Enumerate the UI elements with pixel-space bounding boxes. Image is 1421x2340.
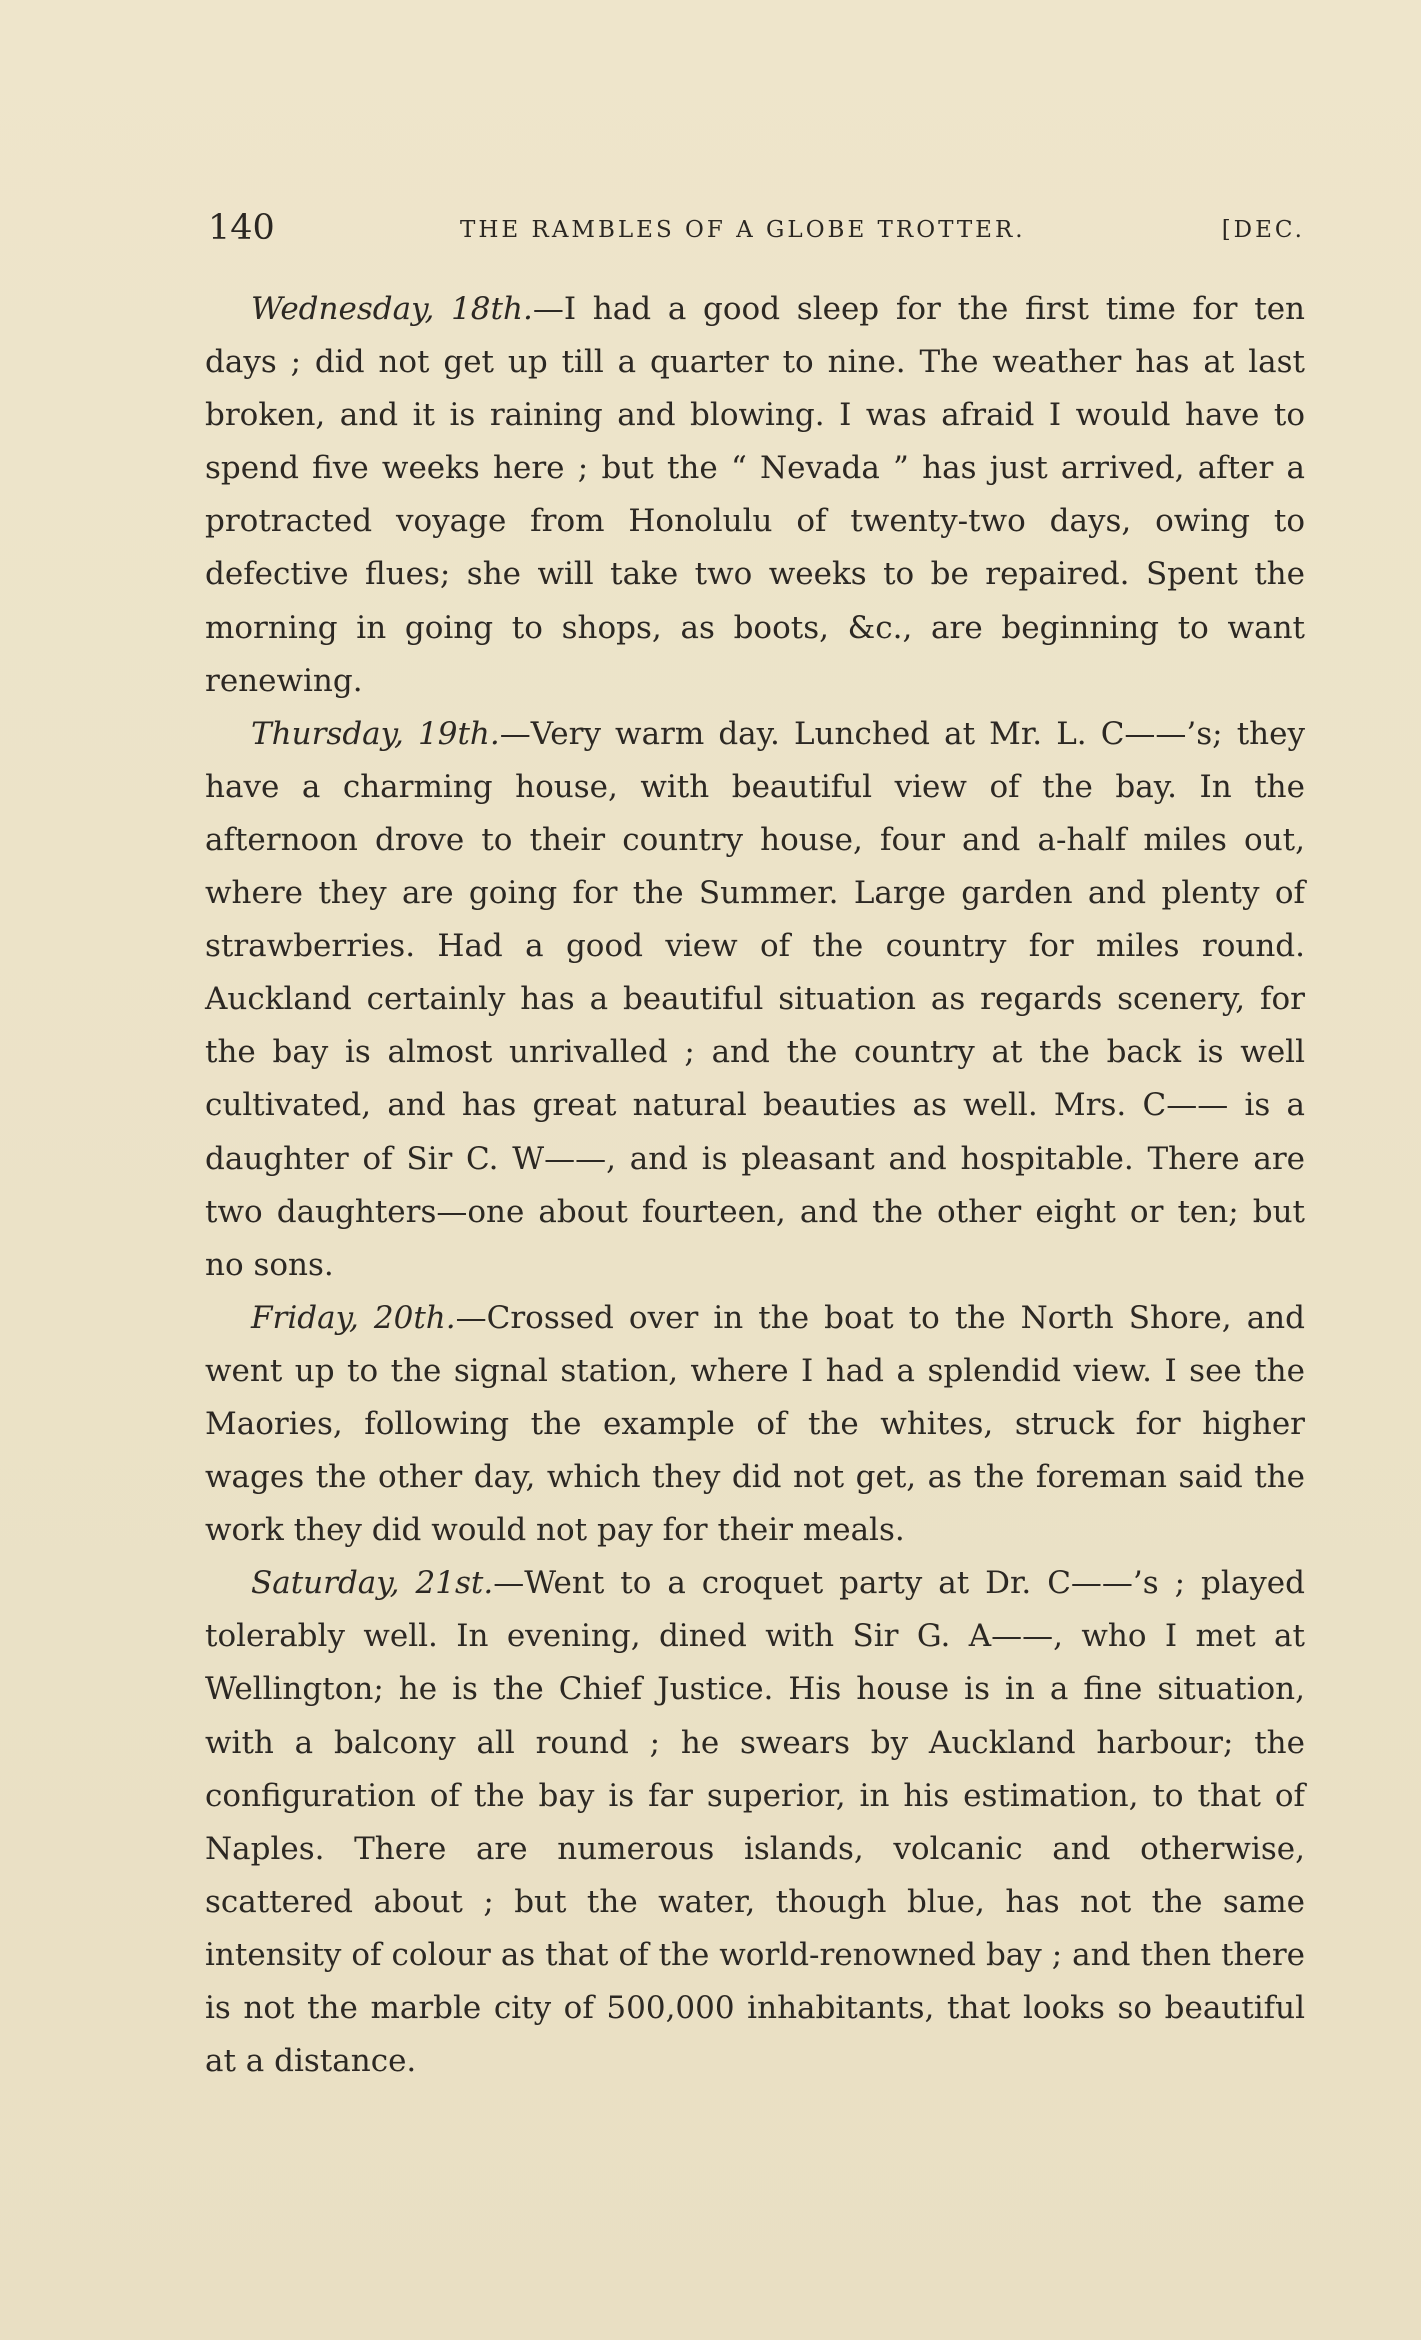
page-header [208, 206, 1305, 250]
running-section: [DEC. [1221, 217, 1305, 243]
entry-text: —Crossed over in the boat to the North Shore, and went up to the signal station, where I had a splendid view. I see the Maories, following the example of the whites, struck for higher wages the other day, which they did not get, as the foreman said the work they did would not pay for their meals. [205, 1299, 1305, 1549]
entry-text: —Very warm day. Lunched at Mr. L. C——’s; they have a charming house, with beautiful view of the bay. In the afternoon drove to their country house, four and a-half miles out, where they are going for the Summer. Large garden and plenty of strawberries. Had a good view of the country for miles round. Auckland certainly has a beautiful situation as regards scenery, for the bay is almost unrivalled ; and the country at the back is well cultivated, and has great natural beauties as well. Mrs. C—— is a daughter of Sir C. W——, and is pleasant and hospitable. There are two daughters—one about fourteen, and the other eight or ten; but no sons. [205, 715, 1305, 1283]
diary-entry-friday [205, 1292, 1305, 1557]
entry-text: —Went to a croquet party at Dr. C——’s ; played tolerably well. In evening, dined with Sir G. A——, who I met at Wellington; he is the Chief Justice. His house is in a fine situation, with a balcony all round ; he swears by Auckland harbour; the configuration of the bay is far superior, in his estimation, to that of Naples. There are numerous islands, volcanic and otherwise, scattered about ; but the water, though blue, has not the same intensity of colour as that of the world-renowned bay ; and then there is not the marble city of 500,000 inhabitants, that looks so beautiful at a distance. [205, 1565, 1305, 2080]
diary-entry-saturday [205, 1557, 1305, 2088]
diary-entry-wednesday [205, 283, 1305, 708]
entry-date: 21st. [415, 1565, 494, 1602]
entry-day: Friday, [251, 1299, 359, 1336]
entry-text: —I had a good sleep for the first time for ten days ; did not get up till a quarter to nine. The weather has at last broken, and it is raining and blowing. I was afraid I would have to spend five weeks here ; but the “ Nevada ” has just arrived, after a protracted voyage from Honolulu of twenty-two days, owing to defective flues; she will take two weeks to be repaired. Spent the morning in going to shops, as boots, &c., are beginning to want renewing. [205, 291, 1306, 699]
diary-entry-thursday [205, 708, 1305, 1292]
entry-date: 20th. [373, 1299, 456, 1336]
entry-day: Wednesday, [251, 291, 435, 327]
running-title: THE RAMBLES OF A GLOBE TROTTER. [460, 217, 1026, 243]
entry-date: 18th. [451, 291, 533, 327]
entry-day: Thursday, [251, 715, 404, 752]
entry-day: Saturday, [251, 1565, 400, 1602]
page-number: 140 [208, 208, 275, 248]
diary-text [205, 283, 1305, 2088]
entry-date: 19th. [418, 715, 500, 752]
